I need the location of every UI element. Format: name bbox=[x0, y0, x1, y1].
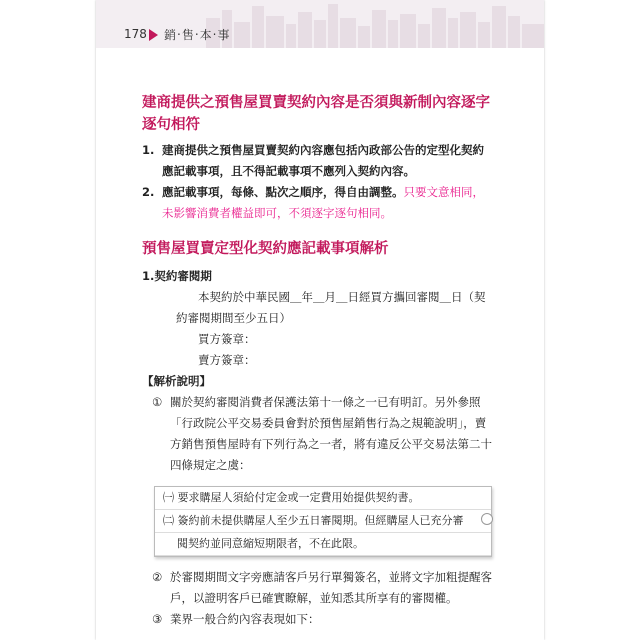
point-text: 業界一般合約內容表現如下： bbox=[170, 612, 320, 626]
item-number: 2. bbox=[142, 185, 155, 199]
highlight-note: 只要文意相同，未影響消費者權益即可，不須逐字逐句相同。 bbox=[162, 185, 484, 220]
list-item bbox=[142, 182, 492, 224]
point-number: ③ bbox=[152, 612, 163, 626]
analysis-point bbox=[142, 567, 492, 609]
point-text: 關於契約審閱消費者保護法第十一條之一已有明訂。另外參照「行政院公平交易委員會對於預售屋銷售行為之規範說明」，賣方銷售預售屋時有下列行為之一者，將有違反公平交易法第二十四條規定之虞： bbox=[170, 395, 492, 472]
chapter-title: 銷‧售‧本‧事 bbox=[164, 28, 231, 42]
buyer-signature-line: 買方簽章： bbox=[198, 332, 256, 346]
section-title-analysis: 預售屋買賣定型化契約應記載事項解析 bbox=[142, 241, 389, 257]
point-text: 於審閱期間文字旁應請客戶另行單獨簽名，並將文字加粗提醒客戶，以證明客戶已確實瞭解，並知悉其所享有的審閱權。 bbox=[170, 570, 492, 605]
play-arrow-icon bbox=[149, 29, 158, 41]
analysis-point bbox=[142, 392, 492, 476]
analysis-label: 【解析說明】 bbox=[142, 374, 211, 388]
quote-line: ㈠ 要求購屋人須給付定金或一定費用始提供契約書。 bbox=[155, 487, 491, 510]
page-content bbox=[142, 92, 492, 630]
analysis-point bbox=[142, 609, 492, 630]
point-number: ② bbox=[152, 570, 163, 584]
item-number: 1. bbox=[142, 143, 155, 157]
contract-clause: 本契約於中華民國＿年＿月＿日經買方攜回審閱＿日（契約審閱期間至少五日） bbox=[176, 290, 486, 325]
point-number: ① bbox=[152, 395, 163, 409]
list-item bbox=[142, 140, 492, 182]
section-title-contract-match: 建商提供之預售屋買賣契約內容是否須與新制內容逐字逐句相符 bbox=[142, 95, 490, 133]
quote-box bbox=[154, 486, 492, 557]
seller-signature-line: 賣方簽章： bbox=[198, 353, 256, 367]
item-text: 建商提供之預售屋買賣契約內容應包括內政部公告的定型化契約應記載事項，且不得記載事項不應列入契約內容。 bbox=[162, 143, 484, 178]
page-header bbox=[96, 0, 544, 48]
page-number: 178 bbox=[124, 27, 147, 41]
quote-line: 閱契約並同意縮短期限者，不在此限。 bbox=[155, 533, 491, 556]
subsection-title: 1.契約審閱期 bbox=[142, 269, 212, 283]
quote-line: ㈡ 簽約前未提供購屋人至少五日審閱期。但經購屋人已充分審 bbox=[155, 510, 491, 533]
item-text: 應記載事項，每條、點次之順序，得自由調整。 bbox=[162, 185, 404, 199]
circle-marker-icon bbox=[481, 513, 493, 525]
